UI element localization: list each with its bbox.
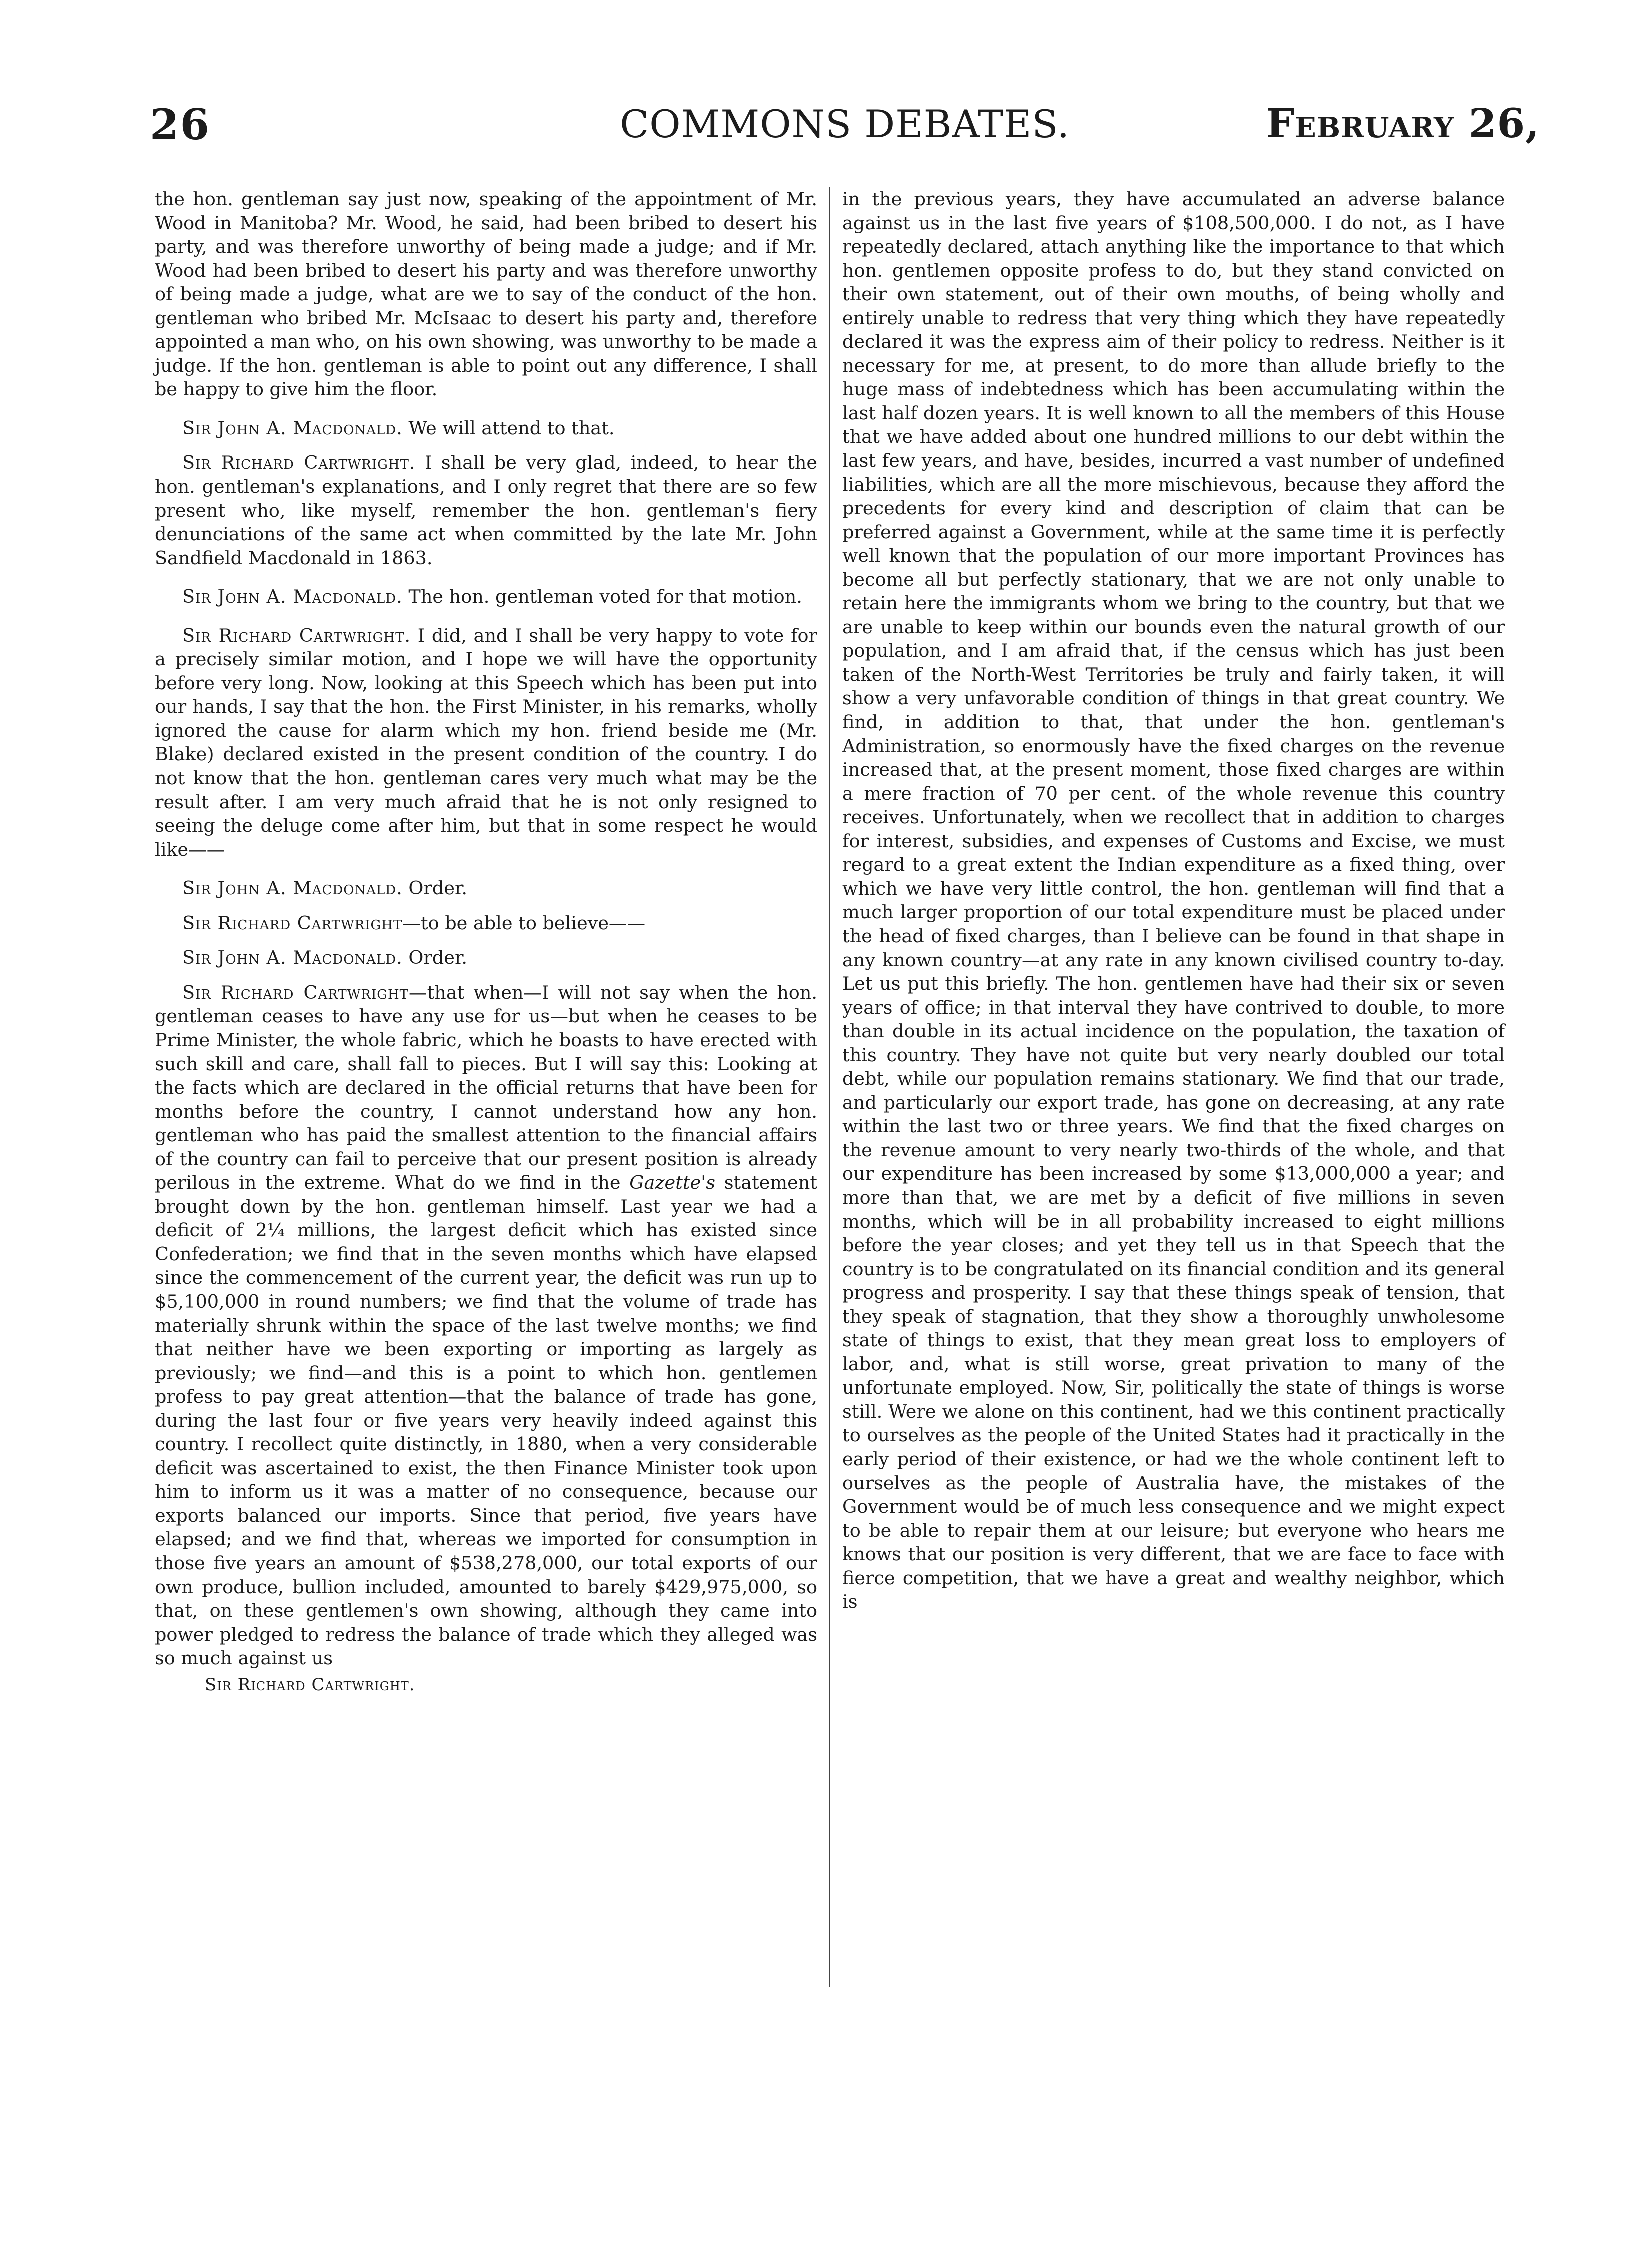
speech-paragraph [155, 911, 817, 935]
gazette-reference: Gazette's [629, 1172, 716, 1194]
speech-text: We will attend to that. [408, 417, 615, 439]
speaker-name: Sir Richard Cartwright [182, 981, 409, 1003]
column-divider [829, 187, 830, 1987]
speech-text: Order. [408, 877, 468, 899]
page-date: February 26, [1266, 100, 1540, 147]
speaker-name: Sir John A. Macdonald. [182, 586, 403, 608]
speech-paragraph [155, 624, 817, 861]
speech-paragraph [155, 451, 817, 570]
speech-paragraph [155, 946, 817, 970]
paragraph: the hon. gentleman say just now, speaking of the appointment of Mr. Wood in Manitoba? Mr. Wood, he said, had been bribed to desert his party, and was therefore unworthy of being made a judge; and if Mr. Wood had been bribed to desert his party and was therefore unworthy of being made a judge, what are we to say of the conduct of the hon. gentleman who bribed Mr. McIsaac to desert his party and, therefore appointed a man who, on his own showing, was unworthy to be made a judge. If the hon. gentleman is able to point out any difference, I shall be happy to give him the floor. [155, 188, 817, 400]
speech-paragraph [155, 876, 817, 900]
speaker-name: Sir Richard Cartwright. [182, 452, 416, 474]
right-column [842, 187, 1505, 1629]
publication-title: COMMONS DEBATES. [620, 102, 1070, 146]
speaker-name: Sir John A. Macdonald. [182, 417, 403, 439]
speaker-footer: Sir Richard Cartwright. [205, 1674, 415, 1695]
speech-paragraph [155, 981, 817, 1670]
speech-text: Order. [408, 947, 468, 969]
page-number: 26 [150, 100, 210, 149]
left-column [155, 187, 817, 1697]
speaker-name: Sir John A. Macdonald. [182, 947, 403, 969]
speech-text: I did, and I shall be very happy to vote for a precisely similar motion, and I hope we will have the opportunity before very long. Now, looking at this Speech which has been put into our hands, I say that the hon. the First Minister, in his remarks, wholly ignored the cause for alarm which my hon. friend beside me (Mr. Blake) declared existed in the present condition of the country. I do not know that the hon. gentleman cares very much what may be the result after. I am very much afraid that he is not only resigned to seeing the deluge come after him, but that in some respect he would like—— [155, 624, 817, 860]
speaker-name: Sir Richard Cartwright [182, 912, 403, 934]
speech-paragraph [155, 416, 817, 440]
speech-text: —that when—I will not say when the hon. gentleman ceases to have any use for us—but when he ceases to be Prime Minister, the whole fabric, which he boasts to have erected with such skill and care, shall fall to pieces. But I will say this: Looking at the facts which are declared in the official returns that have been for months before the country, I cannot understand how any hon. gentleman who has paid the smallest attention to the financial affairs of the country can fail to perceive that our present position is already perilous in the extreme. What do we find in the [155, 981, 817, 1194]
speech-paragraph [155, 585, 817, 609]
speech-text: I shall be very glad, indeed, to hear the hon. gentleman's explanations, and I only regret that there are so few present who, like myself, remember the hon. gentleman's fiery denunciations of the same act when committed by the late Mr. John Sandfield Macdonald in 1863. [155, 452, 817, 569]
speech-text: The hon. gentleman voted for that motion. [408, 586, 802, 608]
speech-text: —to be able to believe—— [402, 912, 646, 934]
paragraph: in the previous years, they have accumulated an adverse balance against us in the last five years of $108,500,000. I do not, as I have repeatedly declared, attach anything like the importance to that which hon. gentlemen opposite profess to do, but they stand convicted on their own statement, out of their own mouths, of being wholly and entirely unable to redress that very thing which they have repeatedly declared it was the express aim of their policy to redress. Neither is it necessary for me, at present, to do more than allude briefly to the huge mass of indebtedness which has been accumulating within the last half dozen years. It is well known to all the members of this House that we have added about one hundred millions to our debt within the last few years, and have, besides, incurred a vast number of undefined liabilities, which are all the more mischievous, because they afford the precedents for every kind and description of claim that can be preferred against a Government, while at the same time it is perfectly well known that the population of our more important Provinces has become all but perfectly stationary, that we are not only unable to retain here the immigrants whom we bring to the country, but that we are unable to keep within our bounds even the natural growth of our population, and I am afraid that, if the census which has just been taken of the North-West Territories be truly and fairly taken, it will show a very unfavorable condition of things in that great country. We find, in addition to that, that under the hon. gentleman's Administration, so enormously have the fixed charges on the revenue increased that, at the present moment, those fixed charges are within a mere fraction of 70 per cent. of the whole revenue this country receives. Unfortunately, when we recollect that in addition to charges for interest, subsidies, and expenses of Customs and Excise, we must regard to a great extent the Indian expenditure as a fixed thing, over which we have very little control, the hon. gentleman will find that a much larger proportion of our total expenditure must be placed under the head of fixed charges, than I believe can be found in that shape in any known country—at any rate in any known civilised country to-day. Let us put this briefly. The hon. gentlemen have had their six or seven years of office; in that interval they have contrived to double, to more than double in its actual incidence on the population, the taxation of this country. They have not quite but very nearly doubled our total debt, while our population remains stationary. We find that our trade, and particularly our export trade, has gone on decreasing, at any rate within the last two or three years. We find that the fixed charges on the revenue amount to very nearly two-thirds of the whole, and that our expenditure has been increased by some $13,000,000 a year; and more than that, we are met by a deficit of five millions in seven months, which will be in all probability increased to eight millions before the year closes; and yet they tell us in that Speech that the country is to be congratulated on its financial condition and its general progress and prosperity. I say that these things speak of tension, that they speak of stagnation, that they show a thoroughly unwholesome state of things to exist, that they mean great loss to employers of labor, and, what is still worse, great privation to many of the unfortunate employed. Now, Sir, politically the state of things is worse still. Were we alone on this continent, had we this continent practically to ourselves as the people of the United States had it practically in the early period of their existence, or had we the whole continent left to ourselves as the people of Australia have, the mistakes of the Government would be of much less consequence and we might expect to be able to repair them at our leisure; but everyone who hears me knows that our position is very different, that we are face to face with fierce competition, that we have a great and wealthy neighbor, which is [842, 188, 1505, 1613]
speaker-name: Sir Richard Cartwright. [182, 624, 411, 646]
speech-text: statement brought down by the hon. gentleman himself. Last year we had a deficit of 2¼ millions, the largest deficit which has existed since Confederation; we find that in the seven months which have elapsed since the commencement of the current year, the deficit was run up to $5,100,000 in round numbers; we find that the volume of trade has materially shrunk within the space of the last twelve months; we find that neither have we been exporting or importing as largely as previously; we find—and this is a point to which hon. gentlemen profess to pay great attention—that the balance of trade has gone, during the last four or five years very heavily indeed against this country. I recollect quite distinctly, in 1880, when a very considerable deficit was ascertained to exist, the then Finance Minister took upon him to inform us it was a matter of no consequence, because our exports balanced our imports. Since that period, five years have elapsed; and we find that, whereas we imported for consumption in those five years an amount of $538,278,000, our total exports of our own produce, bullion included, amounted to barely $429,975,000, so that, on these gentlemen's own showing, although they came into power pledged to redress the balance of trade which they alleged was so much against us [155, 1172, 817, 1669]
page-header [150, 100, 1540, 170]
speaker-name: Sir John A. Macdonald. [182, 877, 403, 899]
